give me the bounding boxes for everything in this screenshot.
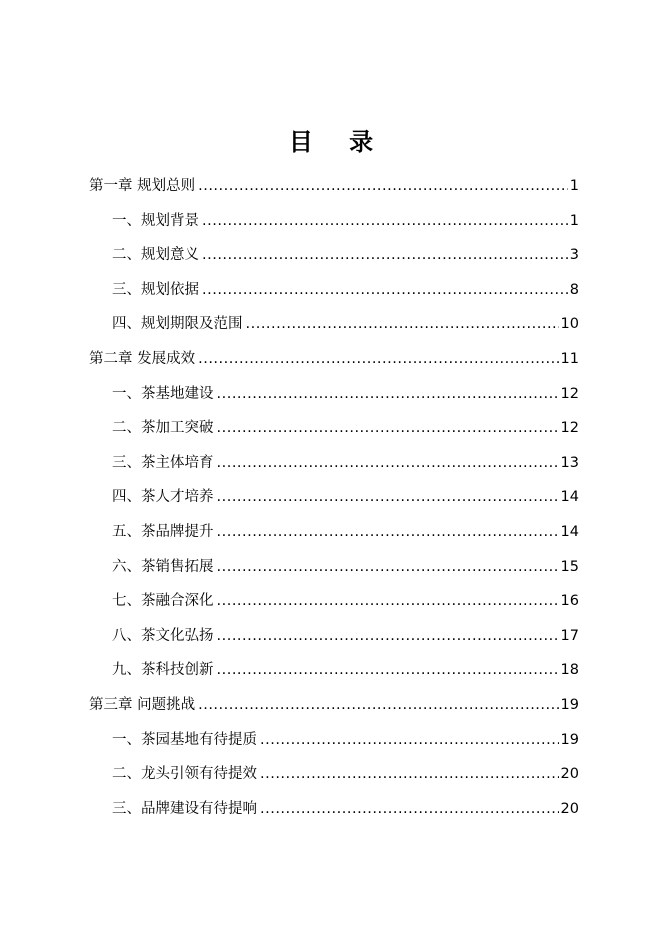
toc-entry-label: 第三章 问题挑战 [89, 697, 196, 713]
toc-leader-dots [202, 209, 568, 233]
toc-page-number: 16 [560, 593, 579, 610]
toc-section-entry[interactable] [112, 416, 579, 440]
toc-entry-label: 六、茶销售拓展 [112, 558, 214, 575]
toc-leader-dots [202, 243, 568, 267]
toc-page-number: 18 [560, 662, 579, 679]
toc-leader-dots [246, 312, 559, 336]
toc-page-number: 1 [569, 178, 579, 194]
toc-page-number: 13 [560, 454, 579, 471]
toc-chapter-entry[interactable] [89, 174, 579, 198]
toc-leader-dots [217, 451, 559, 475]
toc-page-number: 15 [560, 558, 579, 575]
toc-page-number: 11 [560, 351, 579, 367]
toc-section-entry[interactable] [112, 520, 579, 544]
toc-entry-label: 四、茶人才培养 [112, 489, 214, 506]
toc-leader-dots [202, 278, 568, 302]
toc-entry-label: 二、规划意义 [112, 247, 199, 264]
toc-leader-dots [198, 347, 558, 371]
toc-entry-label: 一、规划背景 [112, 212, 199, 229]
toc-section-entry[interactable] [112, 762, 579, 786]
toc-leader-dots [260, 762, 559, 786]
toc-page-number: 3 [569, 247, 579, 264]
toc-entry-label: 第一章 规划总则 [89, 178, 196, 194]
toc-page-number: 19 [560, 697, 579, 713]
toc-section-entry[interactable] [112, 209, 579, 233]
toc-leader-dots [217, 382, 559, 406]
toc-entry-label: 一、茶园基地有待提质 [112, 731, 257, 748]
toc-entry-label: 三、规划依据 [112, 281, 199, 298]
toc-entry-label: 三、品牌建设有待提响 [112, 800, 257, 817]
toc-section-entry[interactable] [112, 624, 579, 648]
toc-page-number: 19 [560, 731, 579, 748]
toc-chapter-entry[interactable] [89, 693, 579, 717]
toc-entry-label: 二、茶加工突破 [112, 420, 214, 437]
toc-page-number: 14 [560, 489, 579, 506]
toc-leader-dots [217, 589, 559, 613]
toc-section-entry[interactable] [112, 555, 579, 579]
toc-entry-label: 第二章 发展成效 [89, 351, 196, 367]
toc-page-number: 20 [560, 766, 579, 783]
toc-section-entry[interactable] [112, 382, 579, 406]
toc-entry-label: 三、茶主体培育 [112, 454, 214, 471]
toc-entry-label: 四、规划期限及范围 [112, 316, 243, 333]
toc-entry-label: 七、茶融合深化 [112, 593, 214, 610]
toc-section-entry[interactable] [112, 278, 579, 302]
toc-leader-dots [198, 693, 558, 717]
toc-page-number: 17 [560, 627, 579, 644]
toc-section-entry[interactable] [112, 589, 579, 613]
toc-section-entry[interactable] [112, 451, 579, 475]
toc-page-number: 1 [569, 212, 579, 229]
toc-chapter-entry[interactable] [89, 347, 579, 371]
toc-section-entry[interactable] [112, 312, 579, 336]
toc-leader-dots [217, 555, 559, 579]
toc-page-number: 14 [560, 524, 579, 540]
toc-section-entry[interactable] [112, 658, 579, 682]
toc-entry-label: 一、茶基地建设 [112, 385, 214, 402]
toc-page-number: 20 [560, 800, 579, 817]
toc-section-entry[interactable] [112, 243, 579, 267]
toc-leader-dots [217, 624, 559, 648]
toc-entry-label: 五、茶品牌提升 [112, 524, 214, 540]
toc-section-entry[interactable] [112, 728, 579, 752]
toc-leader-dots [198, 174, 568, 198]
toc-entry-label: 八、茶文化弘扬 [112, 627, 214, 644]
toc-page-number: 10 [560, 316, 579, 333]
toc-section-entry[interactable] [112, 485, 579, 509]
toc-leader-dots [260, 797, 559, 821]
toc-title: 目 录 [288, 128, 388, 156]
toc-page-number: 12 [560, 385, 579, 402]
toc-page-number: 12 [560, 420, 579, 437]
toc-page-number: 8 [569, 281, 579, 298]
toc-entry-label: 二、龙头引领有待提效 [112, 766, 257, 783]
toc-leader-dots [217, 416, 559, 440]
toc-leader-dots [260, 728, 559, 752]
toc-leader-dots [217, 485, 559, 509]
toc-leader-dots [217, 658, 559, 682]
toc-leader-dots [217, 520, 559, 544]
toc-section-entry[interactable] [112, 797, 579, 821]
toc-entry-label: 九、茶科技创新 [112, 662, 214, 679]
